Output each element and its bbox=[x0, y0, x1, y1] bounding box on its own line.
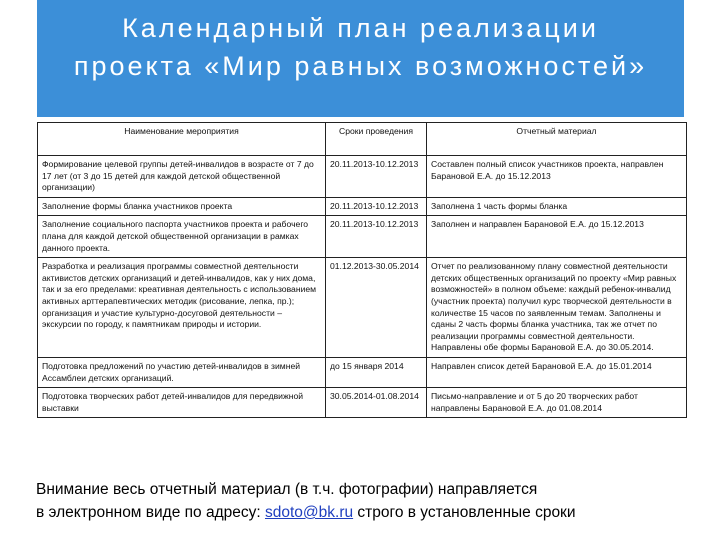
header bbox=[0, 0, 720, 117]
cell-dates: до 15 января 2014 bbox=[326, 357, 427, 387]
cell-dates: 20.11.2013-10.12.2013 bbox=[326, 197, 427, 216]
cell-dates: 20.11.2013-10.12.2013 bbox=[326, 216, 427, 258]
footer-line-2 bbox=[36, 501, 720, 524]
cell-event: Подготовка предложений по участию детей-инвалидов в зимней Ассамблеи детских организаций. bbox=[38, 357, 326, 387]
cell-report: Заполнена 1 часть формы бланка bbox=[427, 197, 687, 216]
table-row bbox=[38, 357, 687, 387]
cell-event: Разработка и реализация программы совместной деятельности активистов детских организаций и детей-инвалидов, как у них дома, так и за его пределами: креативная деятельность с использованием активных арттерапевтических методик (рисование, лепка, пр.); организация и участие культурно-досуговой деятельности – экскурсии по городу, к памятникам природы и истории. bbox=[38, 258, 326, 358]
cell-report: Составлен полный список участников проекта, направлен Барановой Е.А. до 15.12.2013 bbox=[427, 156, 687, 198]
cell-dates: 01.12.2013-30.05.2014 bbox=[326, 258, 427, 358]
table-header-row bbox=[38, 123, 687, 156]
footer-line-2-suffix: строго в установленные сроки bbox=[353, 504, 576, 521]
footer-line-1: Внимание весь отчетный материал (в т.ч. фотографии) направляется bbox=[36, 481, 538, 498]
footer-line-2-prefix: в электронном виде по адресу: bbox=[36, 504, 265, 521]
email-link[interactable]: sdoto@bk.ru bbox=[264, 504, 354, 521]
header-report: Отчетный материал bbox=[427, 123, 687, 156]
cell-event: Подготовка творческих работ детей-инвалидов для передвижной выставки bbox=[38, 388, 326, 418]
cell-report: Письмо-направление и от 5 до 20 творческих работ направлены Барановой Е.А. до 01.08.2014 bbox=[427, 388, 687, 418]
page-title-line-2: проекта «Мир равных возможностей» bbox=[73, 51, 648, 81]
table-row bbox=[38, 216, 687, 258]
title-banner bbox=[37, 0, 684, 117]
calendar-plan-table bbox=[37, 122, 687, 418]
footer-notice bbox=[36, 478, 720, 524]
table-row bbox=[38, 156, 687, 198]
cell-report: Отчет по реализованному плану совместной деятельности детских общественных организаций по проекту «Мир равных возможностей» в полном объеме: каждый ребенок-инвалид (участник проекта) получил курс творческой деятельности в количестве 15 часов по заявленным темам. Заполнены и сданы 2 часть формы бланка участника, так же отчет по реализации программы совместной деятельности. Направлены обе формы Барановой Е.А. до 30.05.2014. bbox=[427, 258, 687, 358]
cell-event: Заполнение формы бланка участников проекта bbox=[38, 197, 326, 216]
table-row bbox=[38, 258, 687, 358]
cell-dates: 30.05.2014-01.08.2014 bbox=[326, 388, 427, 418]
table-row bbox=[38, 388, 687, 418]
page-title-line-1: Календарный план реализации bbox=[122, 13, 599, 43]
cell-report: Направлен список детей Барановой Е.А. до 15.01.2014 bbox=[427, 357, 687, 387]
cell-dates: 20.11.2013-10.12.2013 bbox=[326, 156, 427, 198]
cell-event: Заполнение социального паспорта участников проекта и рабочего плана для каждой детской общественной организации в рамках данного проекта. bbox=[38, 216, 326, 258]
cell-event: Формирование целевой группы детей-инвалидов в возрасте от 7 до 17 лет (от 3 до 15 детей для каждой детской общественной организации) bbox=[38, 156, 326, 198]
header-dates: Сроки проведения bbox=[326, 123, 427, 156]
table-row bbox=[38, 197, 687, 216]
header-event: Наименование мероприятия bbox=[38, 123, 326, 156]
cell-report: Заполнен и направлен Барановой Е.А. до 15.12.2013 bbox=[427, 216, 687, 258]
